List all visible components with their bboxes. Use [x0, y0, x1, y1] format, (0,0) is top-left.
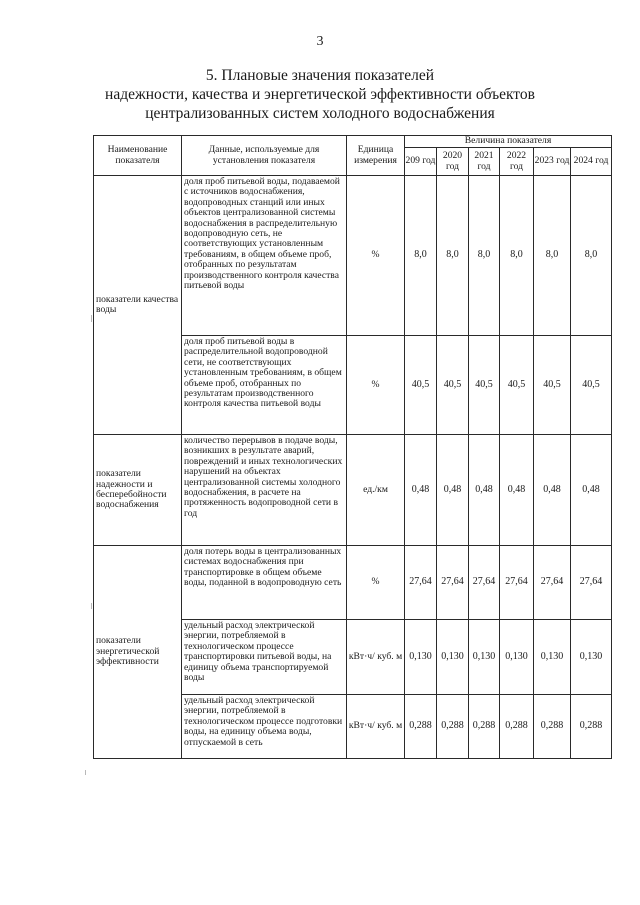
- title-line-3: централизованных систем холодного водоснабжения: [145, 105, 495, 122]
- value-cell: 0,288: [500, 695, 534, 759]
- table-row: [94, 546, 612, 620]
- value-cell: 8,0: [405, 176, 437, 336]
- value-cell: 27,64: [500, 546, 534, 620]
- indicator-description: доля проб питьевой воды, подаваемой с источников водоснабжения, водопроводных станций или иных объектов централизованной системы водоснабжения в распределительную водопроводную сеть, не соответствующих установленным требованиям, в общем объеме проб, отобранных по результатам производственного контроля качества питьевой воды: [182, 176, 347, 336]
- indicator-unit: %: [347, 546, 405, 620]
- value-cell: 40,5: [437, 336, 469, 435]
- indicator-description: доля потерь воды в централизованных системах водоснабжения при транспортировке в общем объеме воды, поданной в водопроводную сеть: [182, 546, 347, 620]
- value-cell: 27,64: [405, 546, 437, 620]
- value-cell: 40,5: [405, 336, 437, 435]
- table-row: [94, 435, 612, 546]
- group-water-quality: показатели качества воды: [94, 176, 182, 435]
- indicator-unit: %: [347, 176, 405, 336]
- value-cell: 0,288: [571, 695, 612, 759]
- table-row: [94, 176, 612, 336]
- value-cell: 27,64: [571, 546, 612, 620]
- group-energy-efficiency: показатели энергетической эффективности: [94, 546, 182, 759]
- value-cell: 40,5: [534, 336, 571, 435]
- header-year: 209 год: [405, 148, 437, 176]
- value-cell: 27,64: [437, 546, 469, 620]
- header-year: 2022 год: [500, 148, 534, 176]
- value-cell: 27,64: [469, 546, 500, 620]
- header-year: 2023 год: [534, 148, 571, 176]
- value-cell: 8,0: [571, 176, 612, 336]
- indicator-unit: кВт·ч/ куб. м: [347, 620, 405, 695]
- header-year: 2021 год: [469, 148, 500, 176]
- value-cell: 40,5: [469, 336, 500, 435]
- value-cell: 0,130: [534, 620, 571, 695]
- value-cell: 0,288: [534, 695, 571, 759]
- value-cell: 0,48: [469, 435, 500, 546]
- value-cell: 0,288: [469, 695, 500, 759]
- indicators-table: [93, 135, 612, 759]
- header-data-used: Данные, используемые для установления показателя: [182, 136, 347, 176]
- value-cell: 0,48: [437, 435, 469, 546]
- indicator-description: удельный расход электрической энергии, потребляемой в технологическом процессе подготовки воды, на единицу объема воды, отпускаемой в сеть: [182, 695, 347, 759]
- value-cell: 0,130: [437, 620, 469, 695]
- value-cell: 40,5: [571, 336, 612, 435]
- value-cell: 8,0: [534, 176, 571, 336]
- indicator-description: удельный расход электрической энергии, потребляемой в технологическом процессе транспортировки питьевой воды, на единицу объема транспортируемой воды: [182, 620, 347, 695]
- scan-mark: [91, 603, 92, 609]
- scan-mark: [91, 315, 92, 322]
- value-cell: 40,5: [500, 336, 534, 435]
- header-year: 2024 год: [571, 148, 612, 176]
- value-cell: 8,0: [469, 176, 500, 336]
- title-line-2: надежности, качества и энергетической эффективности объектов: [105, 86, 535, 103]
- indicator-description: доля проб питьевой воды в распределительной водопроводной сети, не соответствующих установленным требованиям, в общем объеме проб, отобранных по результатам производственного контроля качества питьевой воды: [182, 336, 347, 435]
- value-cell: 0,48: [405, 435, 437, 546]
- indicator-unit: кВт·ч/ куб. м: [347, 695, 405, 759]
- value-cell: 27,64: [534, 546, 571, 620]
- value-cell: 0,130: [571, 620, 612, 695]
- value-cell: 0,130: [405, 620, 437, 695]
- value-cell: 0,288: [437, 695, 469, 759]
- header-indicator-name: Наименование показателя: [94, 136, 182, 176]
- header-year: 2020 год: [437, 148, 469, 176]
- value-cell: 8,0: [500, 176, 534, 336]
- value-cell: 0,48: [534, 435, 571, 546]
- document-title: [0, 66, 640, 123]
- value-cell: 0,130: [469, 620, 500, 695]
- header-unit: Единица измерения: [347, 136, 405, 176]
- value-cell: 0,130: [500, 620, 534, 695]
- value-cell: 8,0: [437, 176, 469, 336]
- header-indicator-value: Величина показателя: [405, 136, 612, 148]
- value-cell: 0,48: [500, 435, 534, 546]
- group-reliability: показатели надежности и бесперебойности водоснабжения: [94, 435, 182, 546]
- scan-mark: [85, 770, 86, 775]
- value-cell: 0,48: [571, 435, 612, 546]
- indicator-description: количество перерывов в подаче воды, возникших в результате аварий, повреждений и иных технологических нарушений на объектах централизованной системы холодного водоснабжения, в расчете на протяженность водопроводной сети в год: [182, 435, 347, 546]
- indicator-unit: %: [347, 336, 405, 435]
- title-line-1: 5. Плановые значения показателей: [205, 67, 435, 84]
- value-cell: 0,288: [405, 695, 437, 759]
- page-number: 3: [316, 34, 324, 49]
- indicator-unit: ед./км: [347, 435, 405, 546]
